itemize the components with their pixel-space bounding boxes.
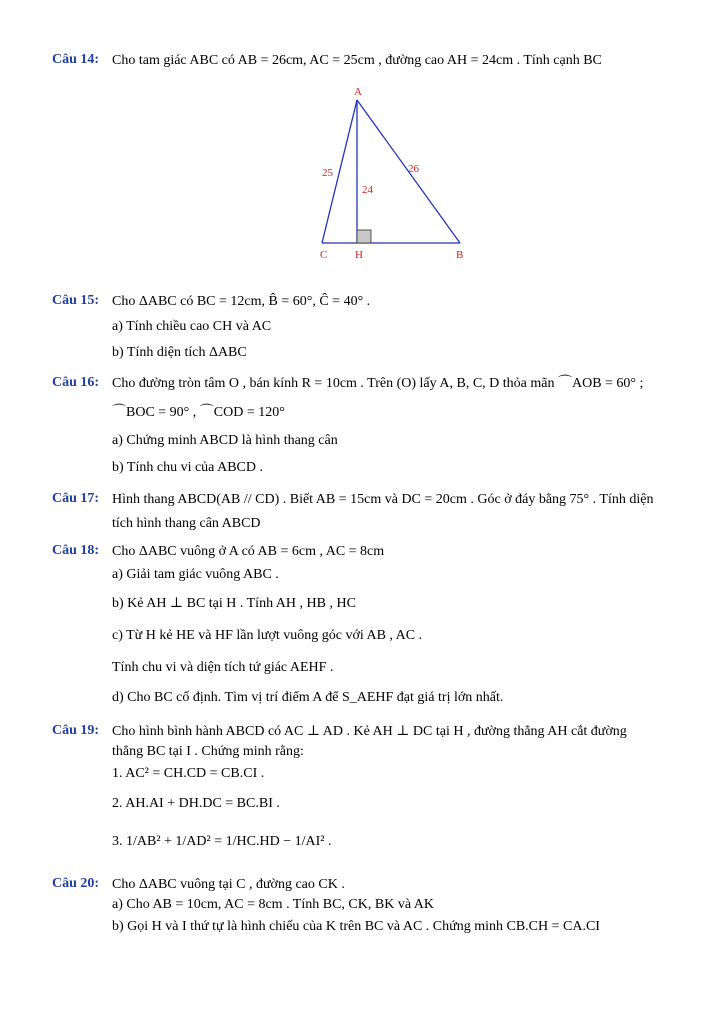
question-part-b: b) Tính diện tích ΔABC: [112, 345, 247, 360]
question-part-a: a) Chứng minh ABCD là hình thang cân: [112, 433, 338, 448]
right-angle-mark: [357, 230, 371, 243]
question-item-2: 2. AH.AI + DH.DC = BC.BI .: [112, 796, 280, 811]
question-part-c: c) Từ H kẻ HE và HF lần lượt vuông góc với AB , AC .: [112, 628, 423, 643]
question-number: Câu 20:: [52, 876, 100, 891]
question-part-b: b) Kẻ AH ⊥ BC tại H . Tính AH , HB , HC: [112, 596, 356, 611]
question-part-a: a) Tính chiều cao CH và AC: [112, 319, 272, 334]
question-number: Câu 17:: [52, 491, 100, 506]
length-AB: 26: [408, 163, 419, 175]
question-text-cont: ⌒BOC = 90° , ⌒COD = 120°: [112, 405, 285, 420]
question-item-3: 3. 1/AB² + 1/AD² = 1/HC.HD − 1/AI² .: [112, 834, 332, 849]
question-text: Cho ΔABC vuông ở A có AB = 6cm , AC = 8cm: [112, 544, 385, 559]
question-text: Hình thang ABCD(AB // CD) . Biết AB = 15cm và DC = 20cm . Góc ở đáy bằng 75° . Tính diện: [112, 492, 654, 507]
question-part-a: a) Cho AB = 10cm, AC = 8cm . Tính BC, CK, BK và AK: [112, 897, 434, 912]
question-item-1: 1. AC² = CH.CD = CB.CI .: [112, 766, 265, 781]
question-text: Cho tam giác ABC có AB = 26cm, AC = 25cm , đường cao AH = 24cm . Tính cạnh BC: [112, 53, 602, 68]
question-number: Câu 19:: [52, 723, 100, 738]
question-part-b: b) Gọi H và I thứ tự là hình chiếu của K trên BC và AC . Chứng minh CB.CH = CA.CI: [112, 919, 600, 934]
question-text: Cho hình bình hành ABCD có AC ⊥ AD . Kẻ AH ⊥ DC tại H , đường thẳng AH cắt đường: [112, 724, 627, 739]
question-number: Câu 15:: [52, 293, 100, 308]
question-text: Cho ΔABC vuông tại C , đường cao CK .: [112, 877, 345, 892]
label-A: A: [354, 86, 362, 98]
question-part-c-cont: Tính chu vi và diện tích tứ giác AEHF .: [112, 660, 334, 675]
question-text: Cho đường tròn tâm O , bán kính R = 10cm . Trên (O) lấy A, B, C, D thỏa mãn ⌒AOB = 60° ;: [112, 376, 644, 391]
question-number: Câu 18:: [52, 543, 100, 558]
triangle-figure: [300, 80, 480, 270]
question-part-d: d) Cho BC cố định. Tìm vị trí điểm A để S_AEHF đạt giá trị lớn nhất.: [112, 690, 504, 705]
question-number: Câu 16:: [52, 375, 100, 390]
question-text-cont: thẳng BC tại I . Chứng minh rằng:: [112, 744, 304, 759]
label-B: B: [456, 249, 464, 261]
question-text-cont: tích hình thang cân ABCD: [112, 516, 261, 531]
length-AC: 25: [322, 167, 333, 179]
label-H: H: [355, 249, 363, 261]
question-text: Cho ΔABC có BC = 12cm, B̂ = 60°, Ĉ = 40° .: [112, 294, 371, 309]
label-C: C: [320, 249, 328, 261]
question-part-b: b) Tính chu vi của ABCD .: [112, 460, 264, 475]
question-part-a: a) Giải tam giác vuông ABC .: [112, 567, 279, 582]
question-number: Câu 14:: [52, 52, 100, 67]
length-AH: 24: [362, 184, 373, 196]
